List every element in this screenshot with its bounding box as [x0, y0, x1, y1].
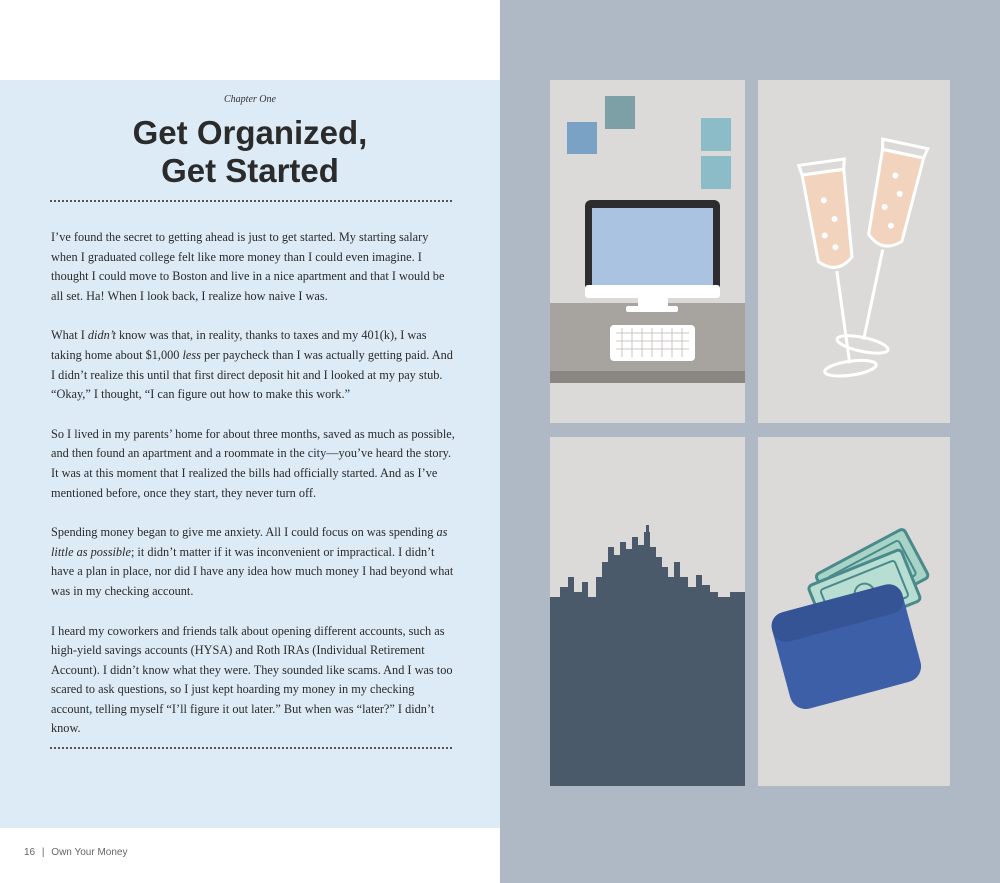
paragraph-4-emphasis: as little as possible — [51, 525, 448, 559]
page-footer — [24, 847, 127, 858]
paragraph-5: I heard my coworkers and friends talk about opening different accounts, such as high-yield savings accounts (HYSA) and Roth IRAs (Individual Retirement Account). I didn’t know what they were. They sounded like scams. And I was too scared to ask questions, so I just kept hoarding my money in my checking account, telling myself “I’ll figure it out later.” But when was “later?” I didn’t know. — [51, 623, 453, 736]
paragraph-3: So I lived in my parents’ home for about three months, saved as much as possible, and then found an apartment and a roommate in the city—you’ve heard the story. It was at this moment that I realized the bills had officially started. And as I’ve mentioned before, once they start, they never turn off. — [51, 426, 455, 500]
chapter-label: Chapter One — [224, 94, 276, 105]
page-number: 16 — [24, 847, 36, 858]
monitor-base — [626, 306, 678, 312]
paragraph-4 — [51, 523, 456, 601]
right-page — [500, 0, 1000, 883]
dotted-divider-top — [50, 200, 452, 202]
paragraph-2-emphasis-1: didn’t — [87, 328, 116, 343]
champagne-glasses-icon — [758, 80, 950, 423]
paragraph-2-emphasis-2: less — [182, 347, 201, 362]
paragraph-2-text-c: per paycheck than I was actually getting paid. And I didn’t realize this until that first direct deposit hit and I looked at my pay stub. “Okay,” I thought, “I can figure out how to make this work.” — [51, 347, 453, 402]
monitor-screen — [592, 208, 713, 290]
paragraph-4-text-b: ; it didn’t matter if it was inconvenient or impractical. I didn’t have a plan in place, nor did I have any idea how much money I had beyond what was in my checking account. — [51, 544, 454, 598]
wall-square-1 — [567, 122, 597, 154]
city-skyline-icon — [550, 437, 745, 786]
wall-square-3 — [701, 118, 731, 151]
paragraph-4-text-a: Spending money began to give me anxiety. All I could focus on was spending — [51, 525, 437, 540]
book-title: Own Your Money — [51, 847, 128, 858]
monitor-chin — [585, 285, 720, 298]
paragraph-2-text-b: know was that, in reality, thanks to taxes and my 401(k), I was taking home about $1,000 — [51, 328, 427, 362]
desk-edge — [550, 371, 745, 383]
wall-square-2 — [605, 96, 635, 129]
paragraph-2-text-a: What I — [51, 328, 88, 343]
footer-separator: | — [41, 847, 45, 858]
wall-square-4 — [701, 156, 731, 189]
chapter-title — [0, 114, 500, 190]
computer-desk-icon — [550, 80, 745, 423]
dotted-divider-bottom — [50, 747, 452, 749]
title-line-2: Get Started — [161, 152, 339, 189]
title-line-1: Get Organized, — [132, 114, 368, 151]
paragraph-1: I’ve found the secret to getting ahead is just to get started. My starting salary when I graduated college felt like more money than I could even imagine. I thought I could move to Boston and live in a nice apartment and that I would be all set. Ha! When I look back, I realize how naive I was. — [51, 230, 445, 303]
wallet-money-icon — [758, 437, 950, 786]
body-text — [51, 228, 456, 759]
paragraph-2 — [51, 326, 456, 404]
